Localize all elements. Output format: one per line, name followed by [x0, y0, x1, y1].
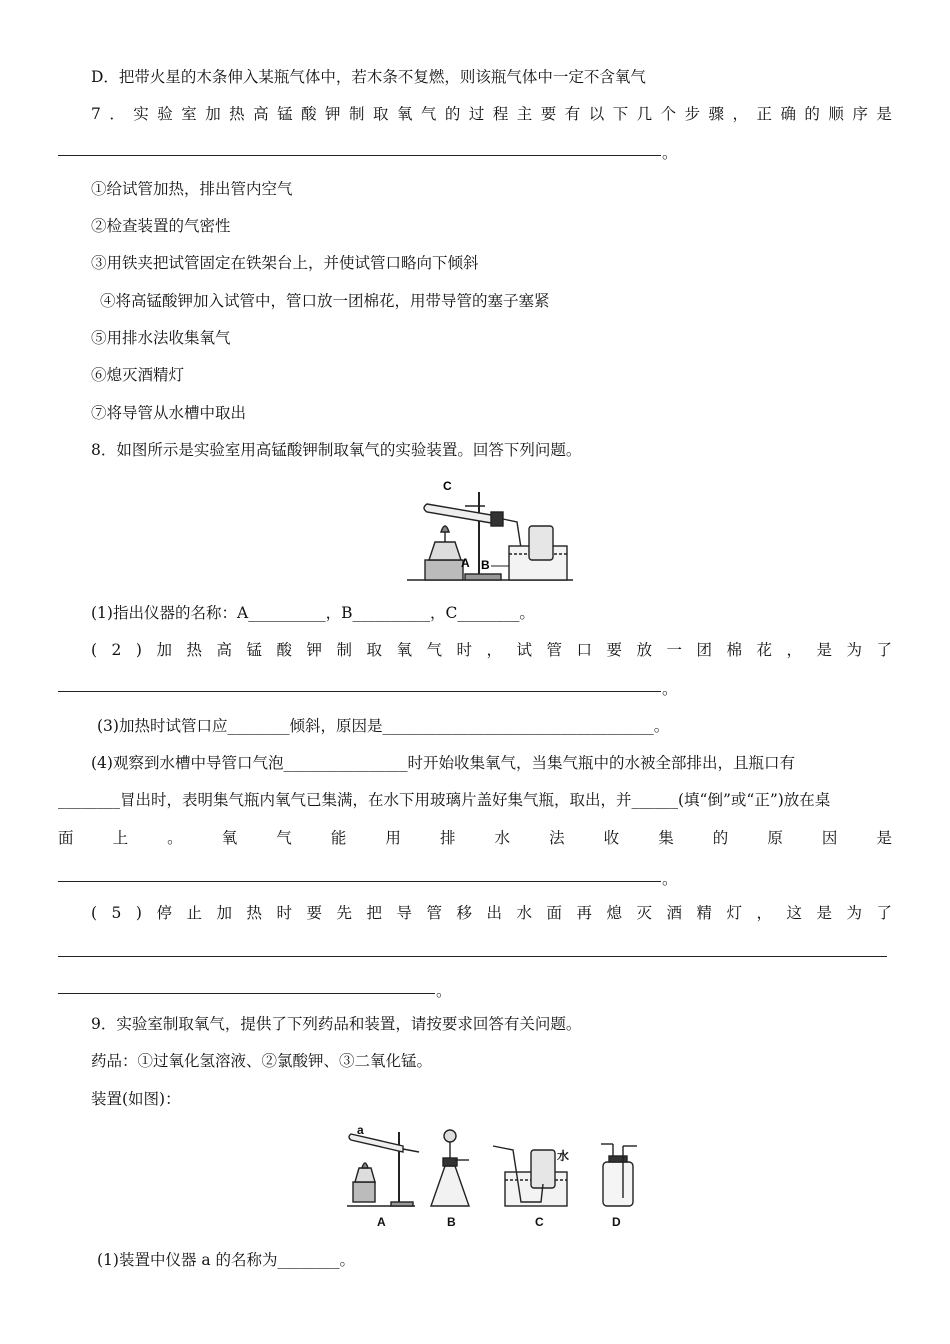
q7-answer-line [58, 155, 661, 156]
q7-stem: 7 ． 实 验 室 加 热 高 锰 酸 钾 制 取 氧 气 的 过 程 主 要 有 以 下 几 个 步 骤 ， 正 确 的 顺 序 是 [91, 105, 892, 123]
label-c: C [443, 479, 452, 493]
label-a-lower: a [357, 1123, 364, 1137]
q8-apparatus-figure [405, 476, 575, 586]
label-water: 水 [557, 1149, 570, 1163]
q7-step-6: ⑥熄灭酒精灯 [91, 366, 185, 384]
lamp-flame [441, 526, 449, 532]
label-B: B [447, 1215, 456, 1229]
q9-apparatus-caption: 装置(如图)： [91, 1090, 181, 1108]
q8-part4-line2: ________冒出时，表明集气瓶内氧气已集满，在水下用玻璃片盖好集气瓶，取出，并______(填“倒”或“正”)放在桌 [58, 791, 831, 809]
q8-part4-line3: 面 上 。 氧 气 能 用 排 水 法 收 集 的 原 因 是 [58, 829, 892, 847]
tube-stopper [491, 512, 503, 526]
q8-part5-answer-line-1 [58, 956, 887, 957]
q9-part1: (1)装置中仪器 a 的名称为________。 [97, 1251, 356, 1269]
q9-stem: 9．实验室制取氧气，提供了下列药品和装置，请按要求回答有关问题。 [91, 1015, 582, 1033]
q8-part4-line1: (4)观察到水槽中导管口气泡________________时开始收集氧气，当集气瓶中的水被全部排出，且瓶口有 [91, 754, 795, 772]
q8-part5-answer-line-2 [58, 993, 435, 994]
q9-apparatus-figure [345, 1122, 645, 1232]
lamp-block [425, 560, 463, 580]
q7-step-1: ①给试管加热，排出管内空气 [91, 180, 293, 198]
label-a: A [461, 556, 470, 570]
q7-step-4: ④将高锰酸钾加入试管中，管口放一团棉花，用带导管的塞子塞紧 [100, 292, 550, 310]
q8-part4-end: 。 [662, 870, 678, 888]
alcohol-lamp [429, 542, 461, 560]
q8-part5-end: 。 [436, 982, 452, 1000]
test-tube [424, 504, 497, 524]
label-b: B [481, 558, 490, 572]
q7-end-mark: 。 [662, 144, 678, 162]
q7-step-5: ⑤用排水法收集氧气 [91, 329, 231, 347]
apparatus-c [493, 1146, 570, 1206]
q6-option-d: D．把带火星的木条伸入某瓶气体中，若木条不复燃，则该瓶气体中一定不含氧气 [91, 68, 646, 86]
apparatus-b [431, 1130, 469, 1206]
stand-base [465, 574, 501, 580]
q8-part2-end: 。 [662, 680, 678, 698]
q8-stem: 8．如图所示是实验室用高锰酸钾制取氧气的实验装置。回答下列问题。 [91, 441, 582, 459]
q7-step-3: ③用铁夹把试管固定在铁架台上，并使试管口略向下倾斜 [91, 254, 479, 272]
collecting-bottle [529, 526, 553, 560]
q8-part5: ( 5 ) 停 止 加 热 时 要 先 把 导 管 移 出 水 面 再 熄 灭 酒 精 灯 ， 这 是 为 了 [91, 904, 892, 922]
q8-part1: (1)指出仪器的名称：A__________，B__________，C________。 [91, 604, 535, 622]
label-A: A [377, 1215, 386, 1229]
q7-step-7: ⑦将导管从水槽中取出 [91, 404, 247, 422]
label-D: D [612, 1215, 621, 1229]
q7-step-2: ②检查装置的气密性 [91, 217, 231, 235]
apparatus-a [347, 1132, 419, 1206]
apparatus-d [601, 1144, 637, 1206]
label-C: C [535, 1215, 544, 1229]
q8-part2-answer-line [58, 691, 661, 692]
q8-part3: (3)加热时试管口应________倾斜，原因是___________________________________。 [97, 717, 670, 735]
q9-drugs: 药品：①过氧化氢溶液、②氯酸钾、③二氧化锰。 [91, 1052, 433, 1070]
q8-part4-answer-line [58, 881, 661, 882]
q8-part2: ( 2 ) 加 热 高 锰 酸 钾 制 取 氧 气 时 ， 试 管 口 要 放 一 团 棉 花 ， 是 为 了 [91, 641, 892, 659]
